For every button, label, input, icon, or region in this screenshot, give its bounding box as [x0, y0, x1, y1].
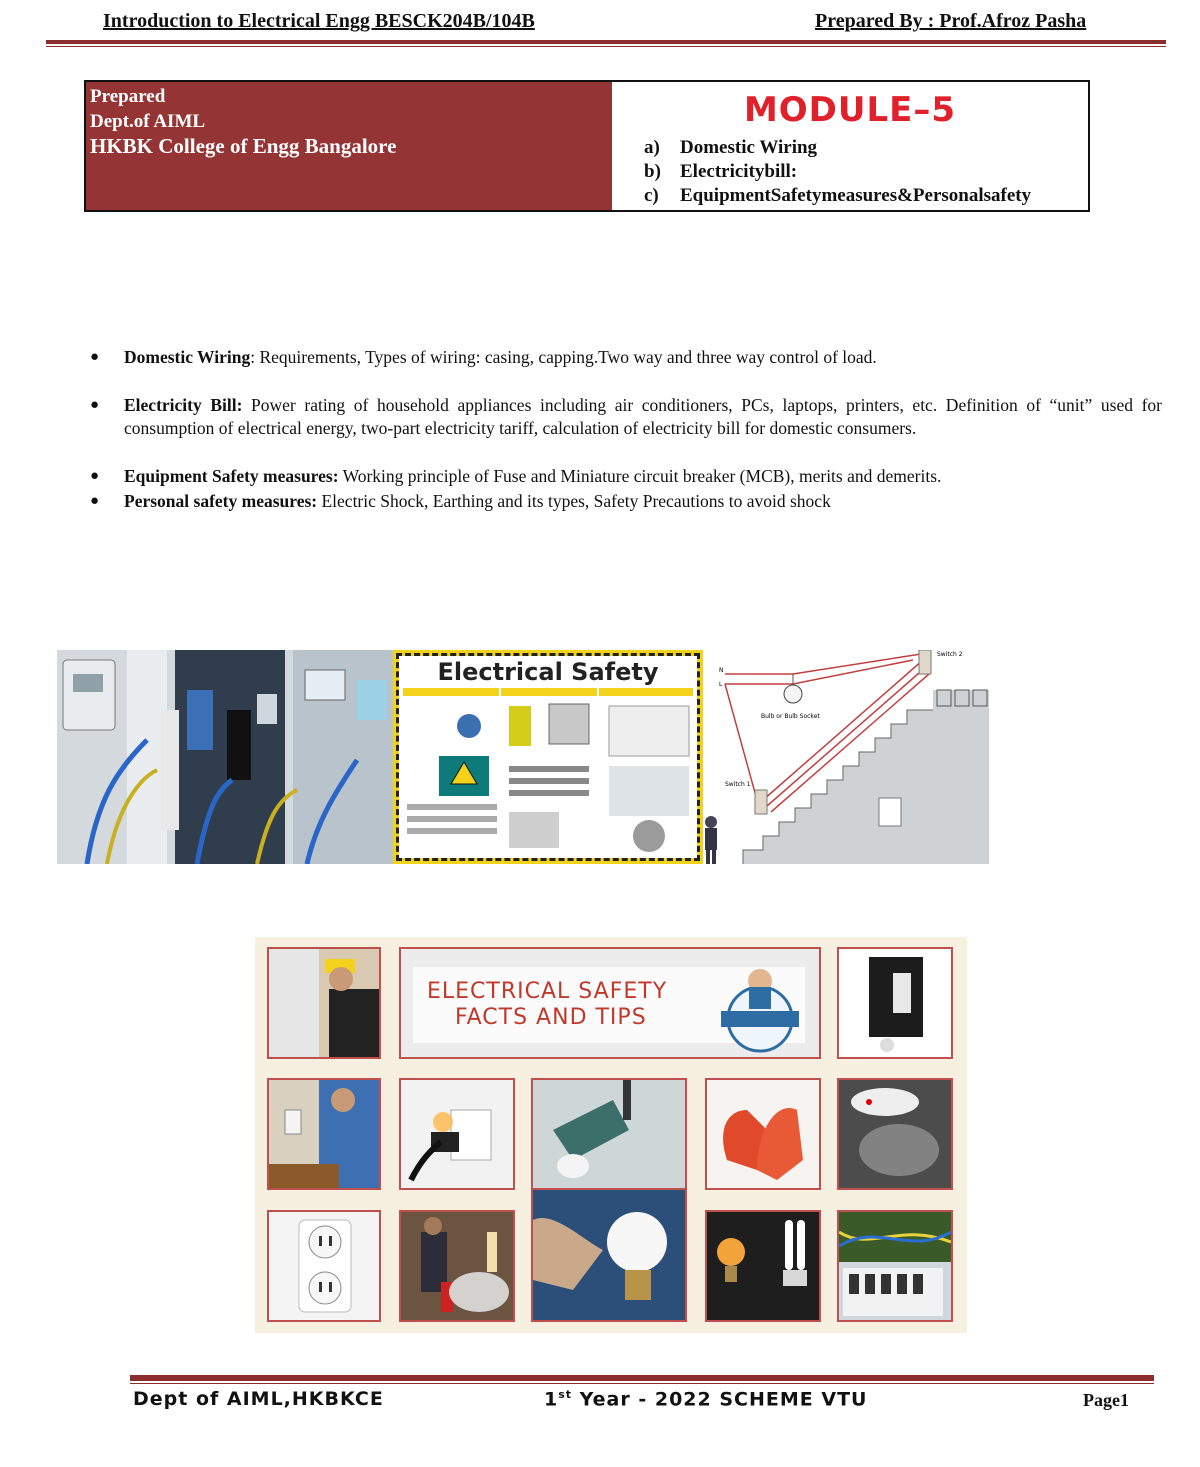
module-prepared-panel [86, 82, 612, 210]
topic-text: EquipmentSafetymeasures&Personalsafety [680, 185, 1032, 206]
prepared-line: Prepared [90, 86, 166, 107]
electrical-safety-poster [393, 650, 703, 864]
module-topic-item [644, 184, 1031, 208]
label-switch-2: Switch 2 [937, 651, 963, 658]
fire-extinguisher-illustration [401, 1212, 513, 1320]
syllabus-item [90, 346, 1162, 370]
smoke-detector-icon [839, 1080, 951, 1188]
outlet-repair-photo [267, 1078, 381, 1190]
syllabus-list [90, 346, 1162, 514]
header-rule [46, 40, 1166, 44]
safety-poster-title: Electrical Safety [437, 658, 659, 686]
footer-dept: Dept of AIML,HKBKCE [133, 1388, 384, 1410]
bullet-icon: ● [90, 467, 100, 484]
footer-year-number: 1 [544, 1388, 559, 1411]
mascot-badge-icon [715, 957, 805, 1057]
topic-marker: c) [644, 185, 659, 206]
label-bulb: Bulb or Bulb Socket [761, 713, 820, 720]
bulb-comparison-photo [705, 1210, 821, 1322]
wall-outlet-photo [267, 1210, 381, 1322]
footer-scheme-text: Year - 2022 SCHEME VTU [572, 1388, 868, 1411]
electrician-photo [267, 947, 381, 1059]
page-number: Page1 [1083, 1390, 1129, 1410]
topic-marker: b) [644, 161, 661, 182]
header-prepared-by: Prepared By : Prof.Afroz Pasha [815, 10, 1087, 32]
dept-line: Dept.of AIML [90, 111, 206, 132]
smoke-detector-photo [837, 1078, 953, 1190]
syllabus-item-text: Working principle of Fuse and Miniature circuit breaker (MCB), merits and demerits. [338, 465, 942, 486]
fire-extinguisher-photo [399, 1210, 515, 1322]
bullet-icon: ● [90, 349, 100, 365]
topic-text: Domestic Wiring [680, 137, 818, 158]
footer-rule [130, 1375, 1154, 1381]
bulbs-illustration [707, 1212, 819, 1320]
electrical-panel-illustration [57, 650, 393, 864]
module-topic-item [644, 160, 1031, 184]
topic-text: Electricitybill: [680, 161, 798, 182]
syllabus-item-text: : Requirements, Types of wiring: casing, capping.Two way and three way control of load. [250, 347, 877, 367]
syllabus-item-heading: Equipment Safety measures: [124, 465, 339, 486]
safety-poster-illustration [399, 686, 697, 858]
footer-year-suffix: st [558, 1388, 573, 1401]
syllabus-item-heading: Personal safety measures: [124, 491, 318, 511]
distribution-board-illustration [839, 1212, 951, 1320]
bullet-icon: ● [90, 396, 100, 413]
rubber-gloves-photo [705, 1078, 821, 1190]
syllabus-item-heading: Electricity Bill: [124, 394, 243, 415]
burning-plug-photo [399, 1078, 515, 1190]
bullet-icon: ● [90, 493, 100, 509]
lamp-illustration [533, 1080, 685, 1188]
college-line: HKBK College of Engg Bangalore [90, 134, 397, 158]
two-way-staircase-wiring-diagram [703, 650, 989, 864]
header-course-title: Introduction to Electrical Engg BESCK204B/104B [103, 10, 535, 32]
burning-plug-illustration [401, 1080, 513, 1188]
gloves-icon [707, 1080, 819, 1188]
syllabus-item-text: Electric Shock, Earthing and its types, Safety Precautions to avoid shock [317, 491, 831, 511]
topic-marker: a) [644, 137, 660, 158]
module-topics-panel [612, 82, 1088, 210]
footer-scheme [544, 1388, 867, 1410]
wall-outlet-icon [269, 1212, 379, 1320]
bulb-hand-illustration [533, 1190, 685, 1320]
syllabus-item-heading: Domestic Wiring [124, 347, 251, 367]
header-rule-thin [46, 46, 1166, 47]
lamp-photo [531, 1078, 687, 1190]
banner-line-2: FACTS AND TIPS [455, 1005, 647, 1030]
label-neutral: N [719, 667, 724, 674]
illustration-strip [57, 650, 989, 864]
syllabus-item [90, 465, 1162, 489]
label-live: L [719, 681, 723, 688]
staircase-diagram [703, 650, 989, 864]
electrical-panel-photo [57, 650, 393, 864]
module-topic-item [644, 136, 1031, 160]
syllabus-item-text: Power rating of household appliances including air conditioners, PCs, laptops, printers, etc. Definition of “unit” used for consumption of electrical energy, two-part electricity tariff, calculation of electricity bill for domestic consumers. [124, 394, 1162, 438]
breaker-photo [837, 947, 953, 1059]
syllabus-item [90, 394, 1162, 441]
module-topic-list [644, 136, 1031, 208]
safety-collage [255, 937, 967, 1333]
breaker-illustration [839, 949, 951, 1057]
safety-tips-banner [399, 947, 821, 1059]
module-box [84, 80, 1090, 212]
label-switch-1: Switch 1 [725, 781, 751, 788]
distribution-board-photo [837, 1210, 953, 1322]
led-bulb-hand-photo [531, 1188, 687, 1322]
syllabus-item [90, 490, 1162, 514]
outlet-repair-illustration [269, 1080, 379, 1188]
electrician-illustration [269, 949, 379, 1057]
module-title: MODULE–5 [743, 90, 957, 130]
footer-rule-thin [130, 1383, 1154, 1384]
banner-line-1: ELECTRICAL SAFETY [427, 979, 668, 1004]
